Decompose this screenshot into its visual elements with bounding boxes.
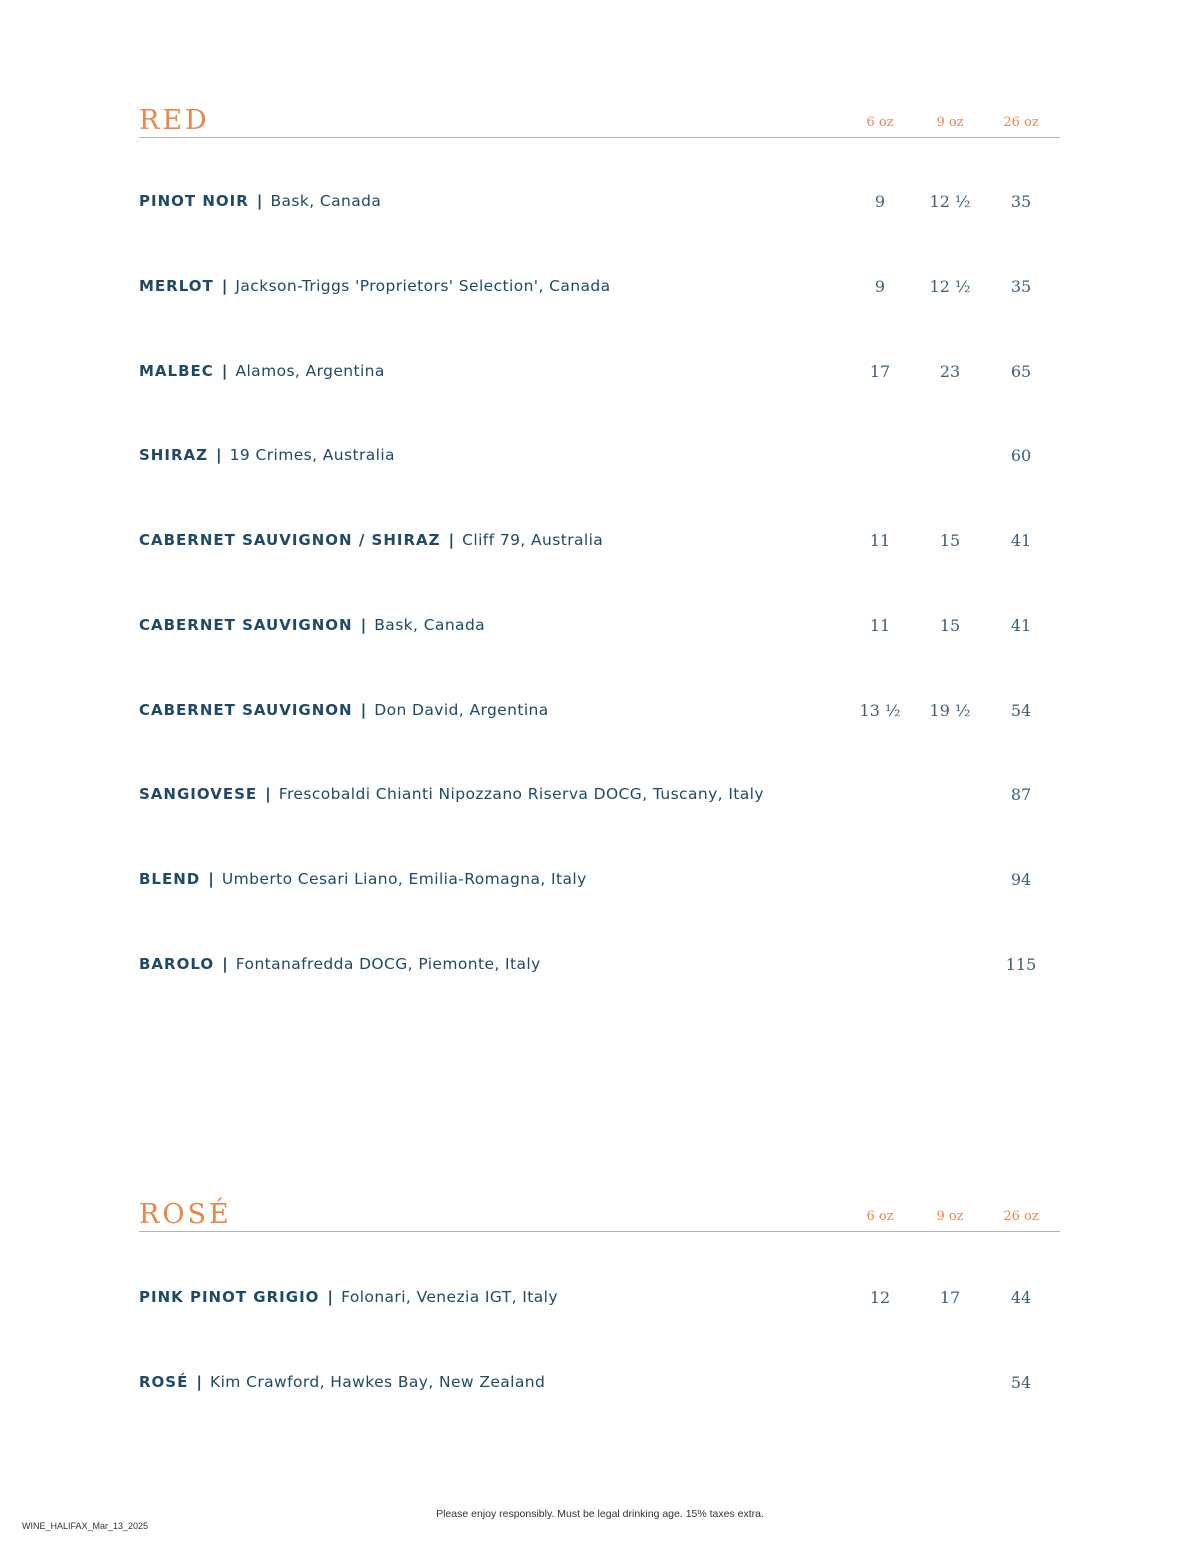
price-26oz: 44 (1010, 1288, 1032, 1307)
red-title: RED (139, 105, 210, 136)
rose-header (139, 1199, 1060, 1259)
wine-row (139, 612, 1060, 642)
wine-row (139, 951, 1060, 981)
separator: | (327, 1288, 334, 1306)
wine-row (139, 527, 1060, 557)
price-26oz: 87 (1010, 785, 1032, 804)
wine-varietal: BAROLO (139, 955, 215, 973)
wine-varietal: PINK PINOT GRIGIO (139, 1288, 320, 1306)
price-26oz: 35 (1010, 192, 1032, 211)
price-26oz: 41 (1010, 616, 1032, 635)
separator: | (221, 277, 228, 295)
wine-producer: Bask, Canada (270, 192, 382, 210)
separator: | (221, 362, 228, 380)
wine-producer: Bask, Canada (374, 616, 486, 634)
wine-row (139, 1369, 1060, 1399)
wine-row (139, 442, 1060, 472)
wine-varietal: ROSÉ (139, 1373, 189, 1391)
separator: | (196, 1373, 203, 1391)
wine-row (139, 273, 1060, 303)
rose-title: ROSÉ (139, 1199, 232, 1230)
price-9oz: 17 (939, 1288, 961, 1307)
price-6oz: 11 (869, 616, 891, 635)
wine-producer: Umberto Cesari Liano, Emilia-Romagna, Italy (221, 870, 587, 888)
separator: | (208, 870, 214, 888)
document-code: WINE_HALIFAX_Mar_13_2025 (22, 1521, 149, 1531)
wine-producer: Alamos, Argentina (235, 362, 385, 380)
footer-disclaimer: Please enjoy responsibly. Must be legal drinking age. 15% taxes extra. (436, 1508, 764, 1520)
wine-varietal: CABERNET SAUVIGNON / SHIRAZ (139, 531, 441, 549)
red-divider (139, 137, 1060, 138)
price-9oz: 15 (939, 616, 961, 635)
red-section (139, 105, 1060, 974)
price-9oz: 19 ½ (929, 701, 971, 720)
separator: | (360, 701, 367, 719)
red-size-26oz: 26 oz (1003, 115, 1039, 130)
price-9oz: 15 (939, 531, 961, 550)
price-26oz: 65 (1010, 362, 1032, 381)
wine-varietal: MALBEC (139, 362, 214, 380)
separator: | (265, 785, 271, 803)
separator: | (215, 446, 222, 464)
price-26oz: 115 (1005, 955, 1037, 974)
rose-divider (139, 1231, 1060, 1232)
price-26oz: 54 (1010, 1373, 1032, 1392)
wine-row (139, 697, 1060, 727)
price-9oz: 23 (939, 362, 961, 381)
price-9oz: 12 ½ (929, 192, 971, 211)
wine-producer: Don David, Argentina (374, 701, 549, 719)
rose-section (139, 1199, 1060, 1392)
wine-producer: Frescobaldi Chianti Nipozzano Riserva DOCG, Tuscany, Italy (278, 785, 764, 803)
wine-producer: Fontanafredda DOCG, Piemonte, Italy (235, 955, 541, 973)
wine-producer: Cliff 79, Australia (462, 531, 604, 549)
wine-varietal: MERLOT (139, 277, 214, 295)
price-6oz: 9 (874, 192, 886, 211)
price-9oz: 12 ½ (929, 277, 971, 296)
wine-producer: 19 Crimes, Australia (229, 446, 395, 464)
price-6oz: 12 (869, 1288, 891, 1307)
price-6oz: 9 (874, 277, 886, 296)
price-6oz: 17 (869, 362, 891, 381)
price-26oz: 41 (1010, 531, 1032, 550)
price-6oz: 11 (869, 531, 891, 550)
separator: | (360, 616, 367, 634)
wine-varietal: CABERNET SAUVIGNON (139, 616, 353, 634)
rose-size-9oz: 9 oz (936, 1209, 964, 1224)
price-26oz: 60 (1010, 446, 1032, 465)
red-size-6oz: 6 oz (866, 115, 894, 130)
wine-varietal: SHIRAZ (139, 446, 208, 464)
rose-size-26oz: 26 oz (1003, 1209, 1039, 1224)
red-header (139, 105, 1060, 165)
wine-row (139, 1284, 1060, 1314)
wine-varietal: SANGIOVESE (139, 785, 258, 803)
price-26oz: 94 (1010, 870, 1032, 889)
separator: | (448, 531, 455, 549)
wine-varietal: PINOT NOIR (139, 192, 249, 210)
wine-row (139, 358, 1060, 388)
red-size-9oz: 9 oz (936, 115, 964, 130)
wine-row (139, 188, 1060, 218)
wine-producer: Jackson-Triggs 'Proprietors' Selection', Canada (235, 277, 611, 295)
separator: | (256, 192, 263, 210)
rose-size-6oz: 6 oz (866, 1209, 894, 1224)
wine-producer: Kim Crawford, Hawkes Bay, New Zealand (210, 1373, 546, 1391)
separator: | (222, 955, 228, 973)
wine-producer: Folonari, Venezia IGT, Italy (341, 1288, 558, 1306)
wine-varietal: CABERNET SAUVIGNON (139, 701, 353, 719)
price-6oz: 13 ½ (859, 701, 901, 720)
wine-row (139, 866, 1060, 896)
wine-varietal: BLEND (139, 870, 201, 888)
price-26oz: 35 (1010, 277, 1032, 296)
price-26oz: 54 (1010, 701, 1032, 720)
wine-row (139, 781, 1060, 811)
